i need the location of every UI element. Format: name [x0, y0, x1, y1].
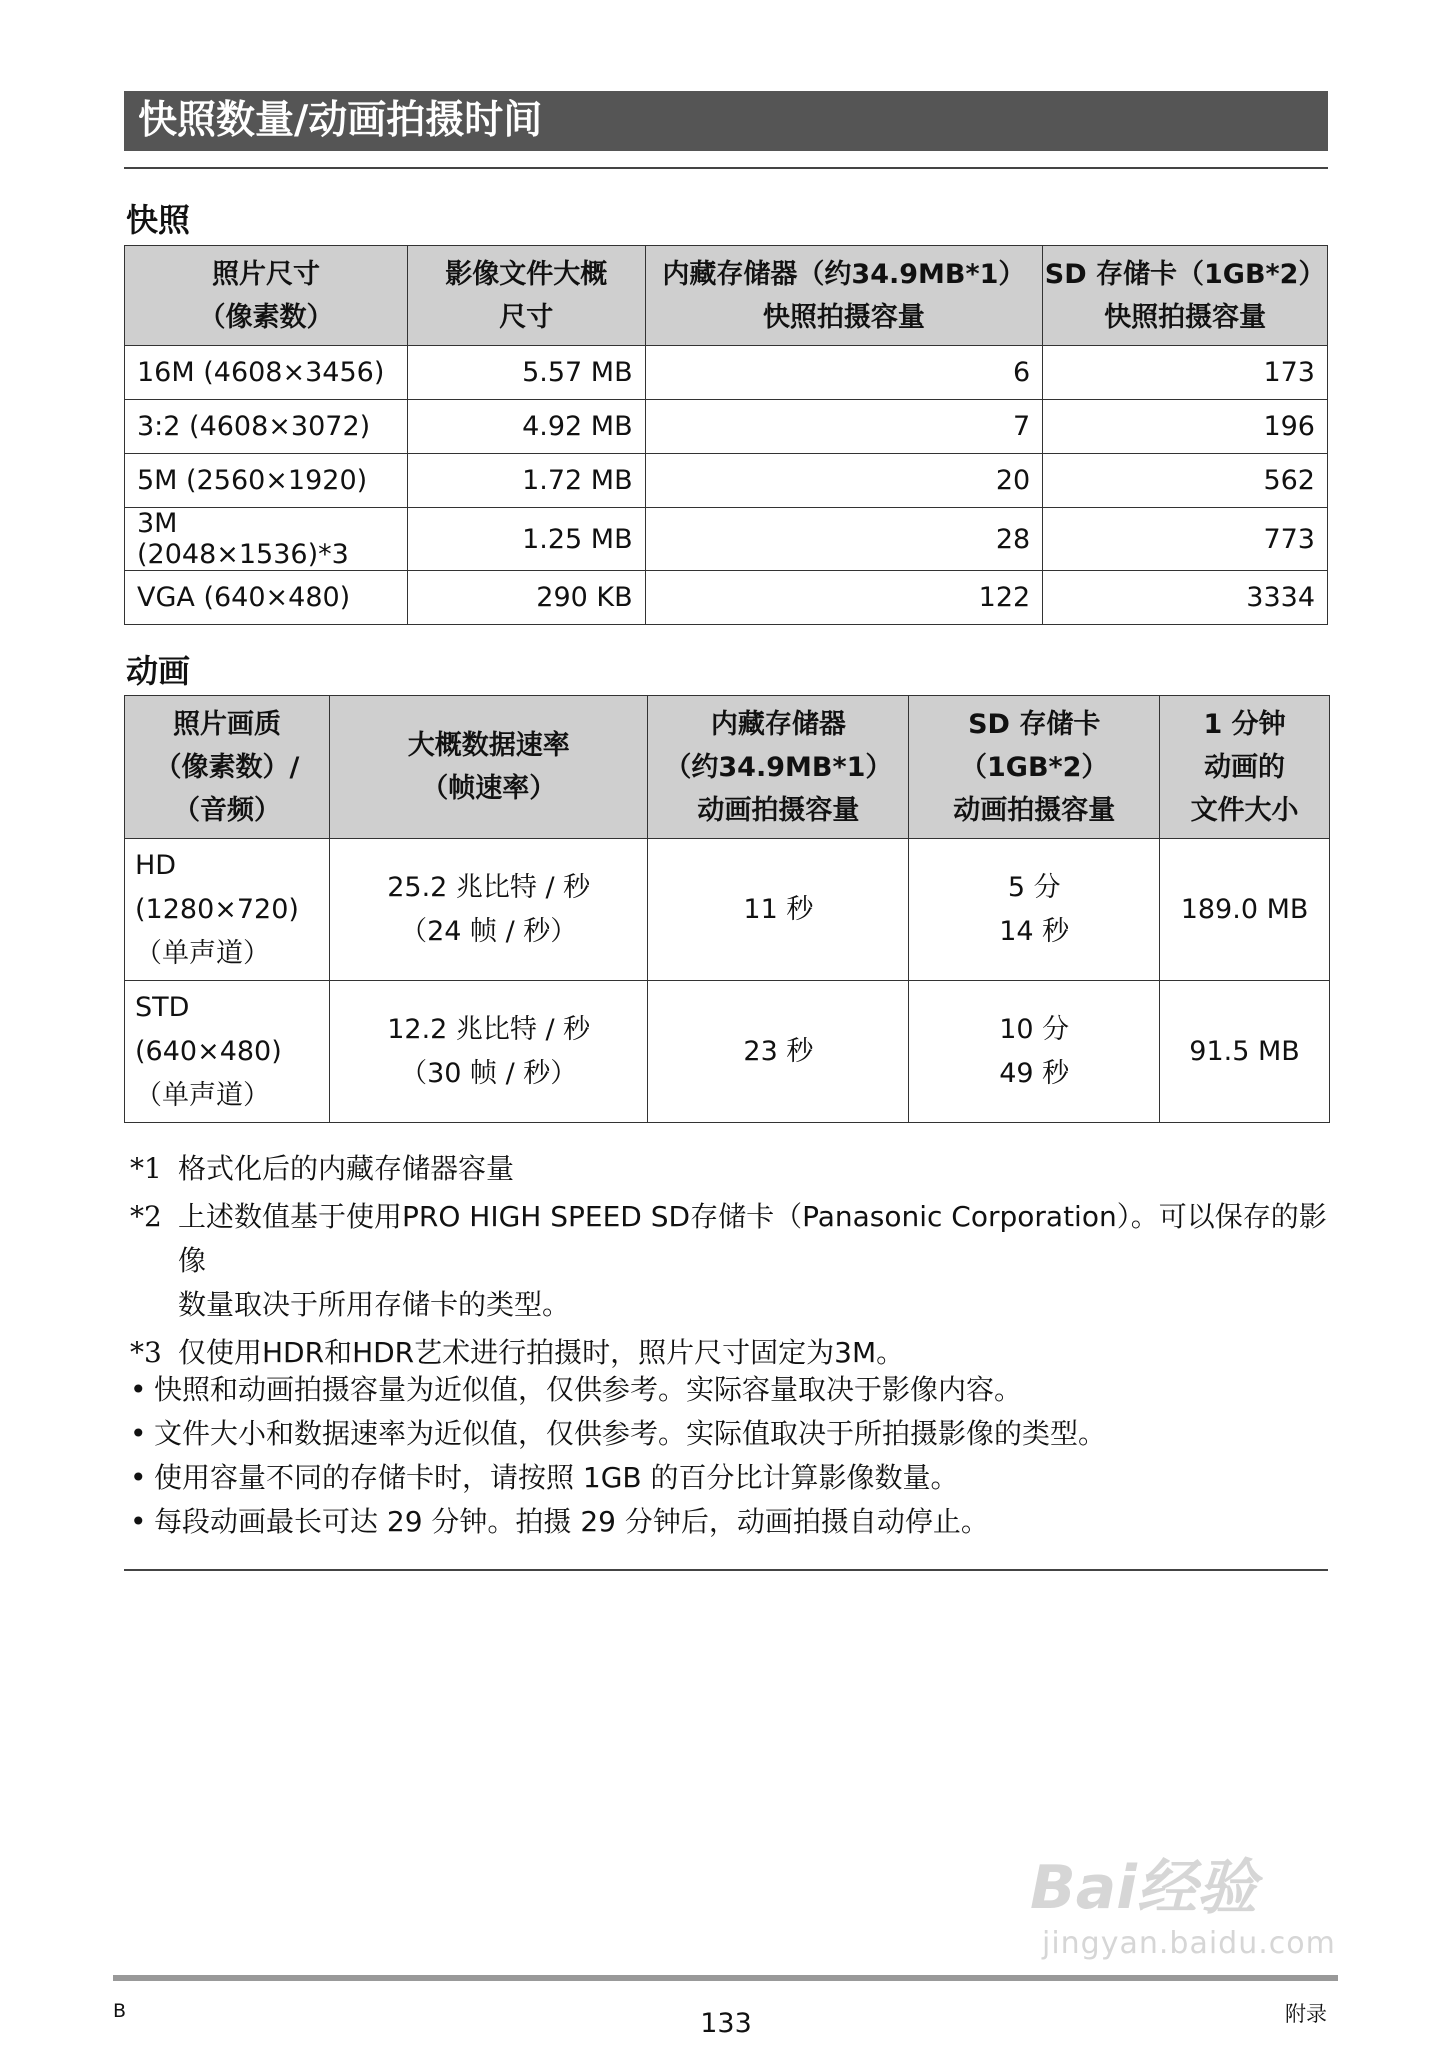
- sd-count-cell: 773: [1043, 508, 1328, 571]
- sd-count-cell: 173: [1043, 346, 1328, 400]
- table-row: [125, 981, 1330, 1123]
- sd-time-cell: 5 分 14 秒: [909, 839, 1160, 981]
- watermark: [1030, 1840, 1336, 1961]
- list-item: • 使用容量不同的存储卡时，请按照 1GB 的百分比计算影像数量。: [130, 1461, 959, 1494]
- movie-heading: 动画: [126, 652, 191, 690]
- table-row: [125, 400, 1328, 454]
- size-cell: 16M (4608×3456): [125, 346, 408, 400]
- footnote-mark: *3: [130, 1336, 162, 1369]
- header-cell: 内藏存储器（约34.9MB*1） 快照拍摄容量: [645, 246, 1043, 346]
- file-size-cell: 290 KB: [407, 571, 645, 625]
- file-size-cell: 1.25 MB: [407, 508, 645, 571]
- footnote: *3 仅使用HDR和HDR艺术进行拍摄时，照片尺寸固定为3M。: [130, 1331, 1330, 1375]
- sd-count-cell: 562: [1043, 454, 1328, 508]
- footnote: *1 格式化后的内藏存储器容量: [130, 1147, 1330, 1191]
- internal-count-cell: 122: [645, 571, 1043, 625]
- size-cell: 3M (2048×1536)*3: [125, 508, 408, 571]
- file-size-cell: 189.0 MB: [1160, 839, 1330, 981]
- movie-header-row: [125, 696, 1330, 839]
- internal-count-cell: 20: [645, 454, 1043, 508]
- snapshot-heading: 快照: [126, 201, 191, 239]
- header-cell: SD 存储卡（1GB*2） 动画拍摄容量: [909, 696, 1160, 839]
- internal-count-cell: 6: [645, 346, 1043, 400]
- internal-count-cell: 28: [645, 508, 1043, 571]
- size-cell: 3:2 (4608×3072): [125, 400, 408, 454]
- footer-left-label: B: [113, 2000, 127, 2022]
- list-item: • 快照和动画拍摄容量为近似值，仅供参考。实际容量取决于影像内容。: [130, 1373, 1023, 1406]
- list-item: • 每段动画最长可达 29 分钟。拍摄 29 分钟后，动画拍摄自动停止。: [130, 1505, 989, 1538]
- footnote: *2 上述数值基于使用PRO HIGH SPEED SD存储卡（Panasonic Corporation）。可以保存的影像 数量取决于所用存储卡的类型。: [130, 1195, 1330, 1327]
- sd-time-cell: 10 分 49 秒: [909, 981, 1160, 1123]
- table-row: [125, 454, 1328, 508]
- quality-cell: STD (640×480) （单声道）: [125, 981, 330, 1123]
- table-row: [125, 346, 1328, 400]
- footnote-mark: *2: [130, 1200, 162, 1233]
- internal-time-cell: 23 秒: [648, 981, 909, 1123]
- file-size-cell: 4.92 MB: [407, 400, 645, 454]
- header-cell: 照片尺寸 （像素数）: [125, 246, 408, 346]
- bitrate-cell: 12.2 兆比特 / 秒 （30 帧 / 秒）: [329, 981, 648, 1123]
- bitrate-cell: 25.2 兆比特 / 秒 （24 帧 / 秒）: [329, 839, 648, 981]
- quality-cell: HD (1280×720) （单声道）: [125, 839, 330, 981]
- footnote-mark: *1: [130, 1152, 162, 1185]
- header-cell: 1 分钟 动画的 文件大小: [1160, 696, 1330, 839]
- table-row: [125, 839, 1330, 981]
- size-cell: 5M (2560×1920): [125, 454, 408, 508]
- snapshot-header-row: [125, 246, 1328, 346]
- header-cell: SD 存储卡（1GB*2） 快照拍摄容量: [1043, 246, 1328, 346]
- file-size-cell: 91.5 MB: [1160, 981, 1330, 1123]
- footer-section-label: 附录: [1285, 2002, 1327, 2026]
- internal-count-cell: 7: [645, 400, 1043, 454]
- movie-table: [124, 695, 1330, 1123]
- bullet-list: [130, 1368, 1330, 1544]
- sd-count-cell: 196: [1043, 400, 1328, 454]
- snapshot-table: [124, 245, 1328, 625]
- header-cell: 影像文件大概 尺寸: [407, 246, 645, 346]
- header-cell: 内藏存储器 （约34.9MB*1） 动画拍摄容量: [648, 696, 909, 839]
- sd-count-cell: 3334: [1043, 571, 1328, 625]
- title-divider: [124, 167, 1328, 169]
- table-row: [125, 571, 1328, 625]
- page-title: 快照数量/动画拍摄时间: [124, 91, 1328, 151]
- file-size-cell: 1.72 MB: [407, 454, 645, 508]
- table-row: [125, 508, 1328, 571]
- watermark-url: jingyan.baidu.com: [1042, 1926, 1336, 1961]
- footer-divider: [113, 1975, 1338, 1981]
- size-cell: VGA (640×480): [125, 571, 408, 625]
- header-cell: 照片画质 （像素数）/ （音频）: [125, 696, 330, 839]
- internal-time-cell: 11 秒: [648, 839, 909, 981]
- file-size-cell: 5.57 MB: [407, 346, 645, 400]
- page-number: 133: [700, 2008, 752, 2039]
- watermark-logo: Bai经验: [1030, 1853, 1257, 1923]
- footnotes: [130, 1147, 1330, 1375]
- header-cell: 大概数据速率 （帧速率）: [329, 696, 648, 839]
- section-divider: [124, 1569, 1328, 1571]
- list-item: • 文件大小和数据速率为近似值，仅供参考。实际值取决于所拍摄影像的类型。: [130, 1417, 1107, 1450]
